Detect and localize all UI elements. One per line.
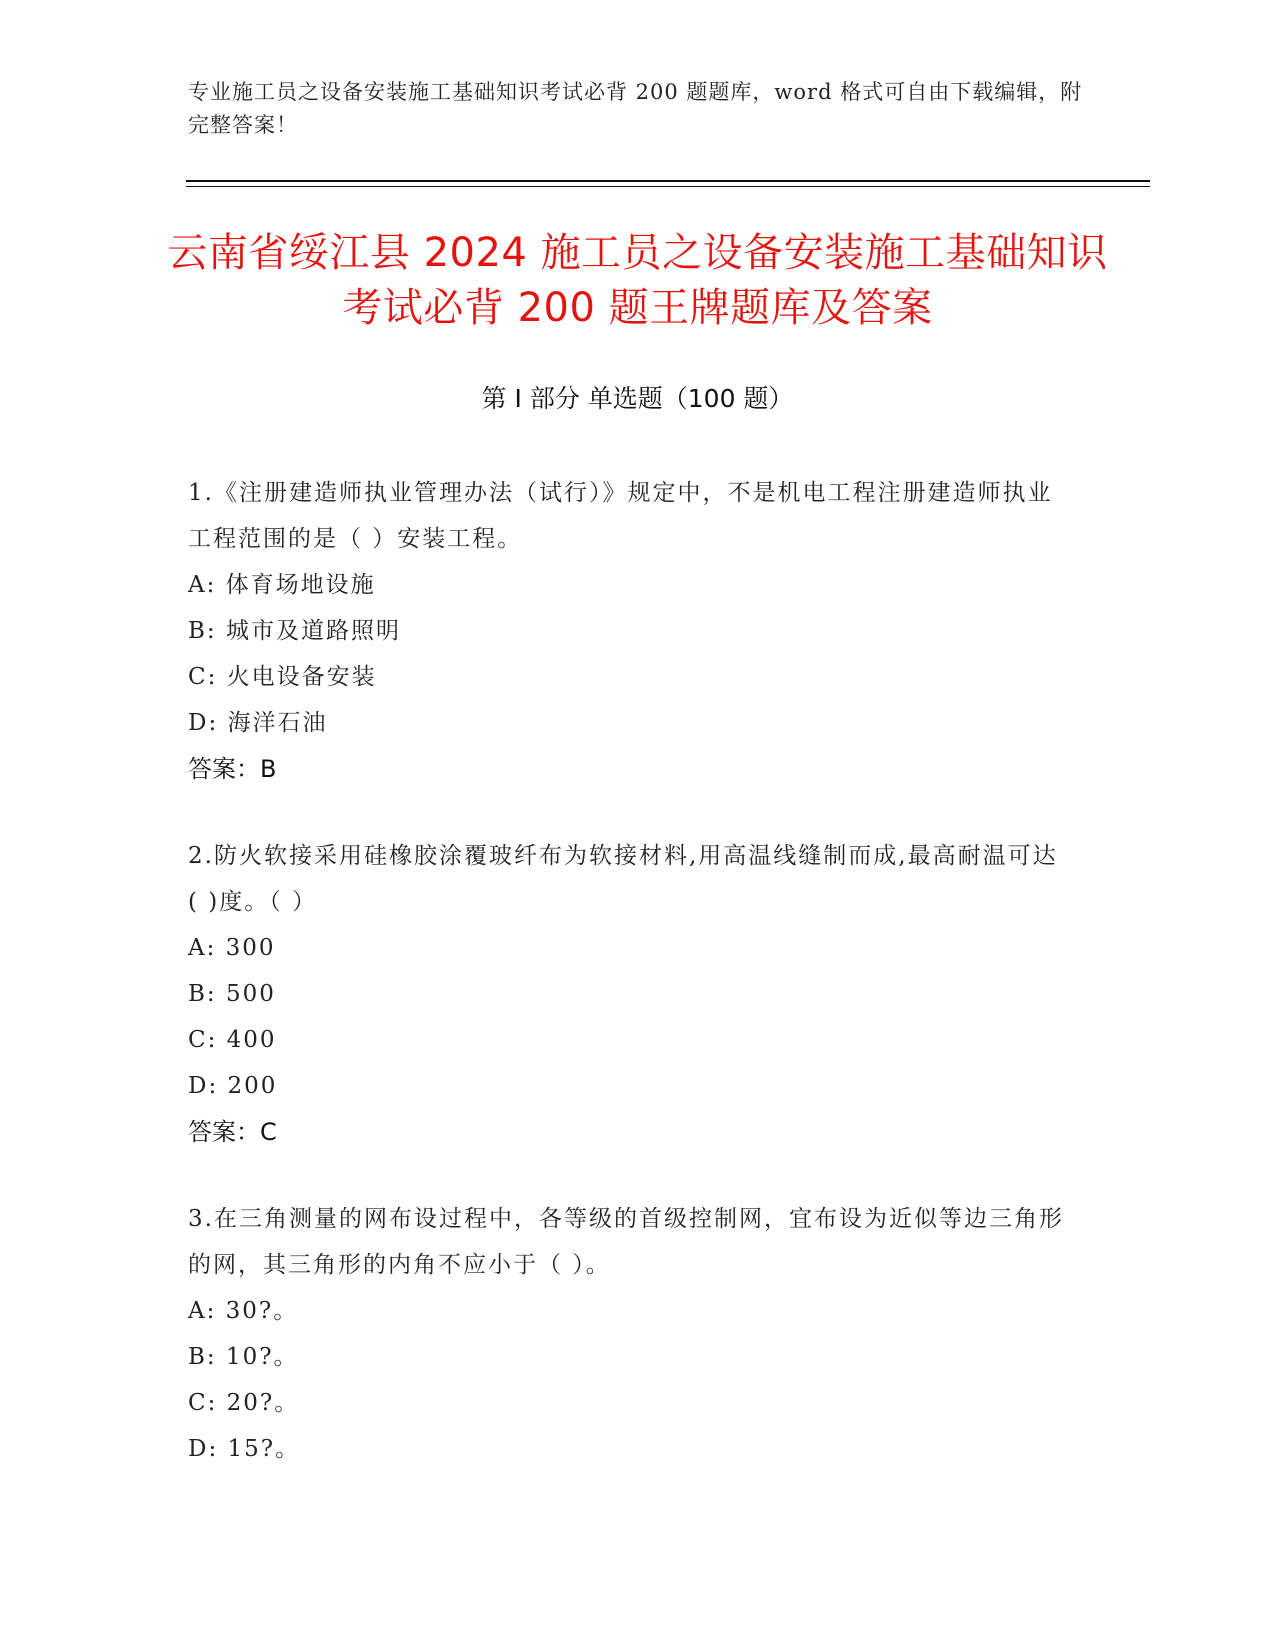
option-b: B: 城市及道路照明 [188,618,401,644]
answer: 答案：C [188,1118,277,1146]
question-stem: 3.在三角测量的网布设过程中，各等级的首级控制网，宜布设为近似等边三角形的网，其三角形的内角不应小于（ ）。 [188,1206,1064,1278]
option-d: D: 15?。 [188,1436,301,1462]
option-b: B: 500 [188,981,276,1007]
section-heading: 第 I 部分 单选题（100 题） [481,384,794,413]
question-3 [188,1196,1068,1472]
option-a: A: 体育场地设施 [188,572,376,598]
header-divider-thin [186,186,1150,187]
question-2 [188,833,1068,1155]
document-title: 云南省绥江县 2024 施工员之设备安装施工基础知识考试必背 200 题王牌题库及答案 [167,230,1108,331]
answer: 答案：B [188,755,277,783]
question-stem: 1.《注册建造师执业管理办法（试行）》规定中，不是机电工程注册建造师执业工程范围的是（ ）安装工程。 [188,480,1053,552]
option-d: D: 海洋石油 [188,710,328,736]
option-a: A: 300 [188,935,276,961]
option-c: C: 20?。 [188,1390,300,1416]
option-b: B: 10?。 [188,1344,299,1370]
question-1 [188,470,1068,792]
option-d: D: 200 [188,1073,278,1099]
option-a: A: 30?。 [188,1298,299,1324]
option-c: C: 火电设备安装 [188,664,377,690]
header-note: 专业施工员之设备安装施工基础知识考试必背 200 题题库，word 格式可自由下载编辑，附完整答案！ [188,80,1083,137]
header-divider-thick [186,180,1150,182]
question-stem: 2.防火软接采用硅橡胶涂覆玻纤布为软接材料,用高温线缝制而成,最高耐温可达( )度。（ ） [188,843,1058,915]
option-c: C: 400 [188,1027,277,1053]
